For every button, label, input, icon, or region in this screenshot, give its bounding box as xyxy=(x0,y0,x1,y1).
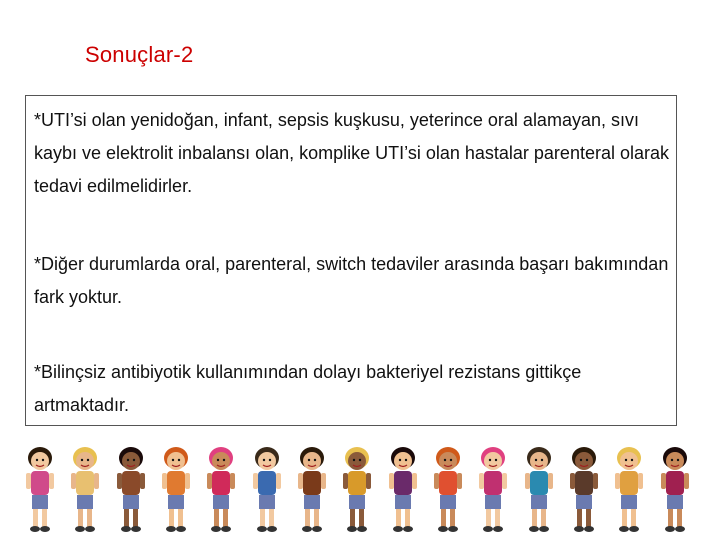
kid-figure-icon xyxy=(156,445,196,535)
paragraph-3: *Bilinçsiz antibiyotik kullanımından dolayı bakteriyel rezistans gittikçe artmaktadır. xyxy=(34,362,582,415)
kid-figure-icon xyxy=(111,445,151,535)
kid-figure-icon xyxy=(428,445,468,535)
kid-figure-icon xyxy=(292,445,332,535)
slide-title: Sonuçlar-2 xyxy=(85,42,194,67)
kid-figure-icon xyxy=(564,445,604,535)
kid-figure-icon xyxy=(201,445,241,535)
paragraph-1: *UTI’si olan yenidoğan, infant, sepsis kuşkusu, yeterince oral alamayan, sıvı kaybı ve elektrolit inbalansı olan, komplike UTI’si olan hastalar parenteral olarak tedavi edilmelidirler. xyxy=(34,110,669,196)
kid-figure-icon xyxy=(519,445,559,535)
kid-figure-icon xyxy=(655,445,695,535)
content-box xyxy=(25,95,677,426)
kids-illustration-strip xyxy=(20,445,700,535)
kid-figure-icon xyxy=(383,445,423,535)
paragraph-2: *Diğer durumlarda oral, parenteral, switch tedaviler arasında başarı bakımından fark yoktur. xyxy=(34,254,669,307)
kid-figure-icon xyxy=(337,445,377,535)
kid-figure-icon xyxy=(609,445,649,535)
kid-figure-icon xyxy=(247,445,287,535)
kid-figure-icon xyxy=(20,445,60,535)
kid-figure-icon xyxy=(65,445,105,535)
kid-figure-icon xyxy=(473,445,513,535)
